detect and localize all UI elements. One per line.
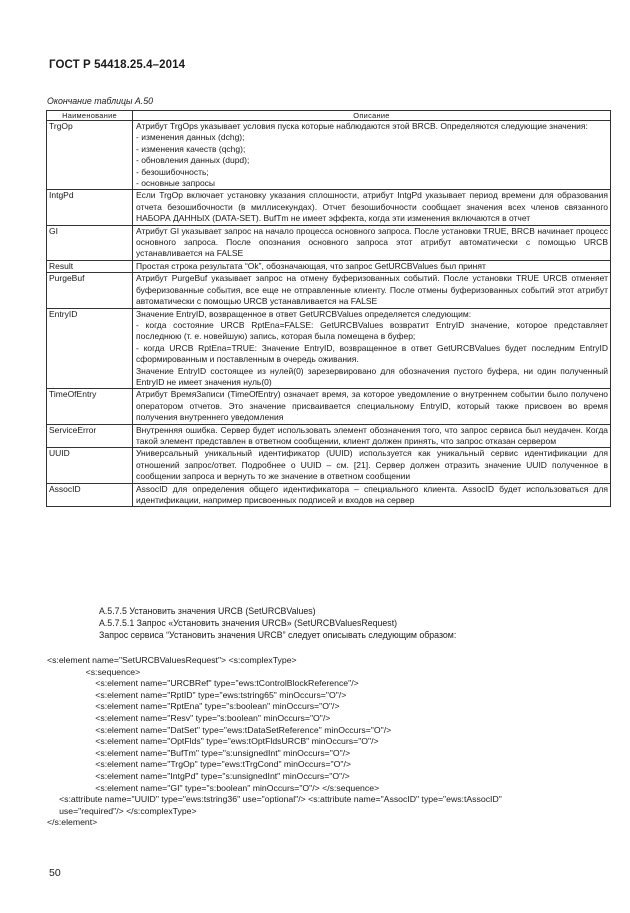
description-line: Атрибут TrgOps указывает условия пуска которые наблюдаются этой BRCB. Определяются следующие значения: [136, 121, 588, 131]
description-line: - изменения данных (dchg); [136, 132, 245, 143]
attribute-description [133, 424, 611, 448]
attribute-description [133, 225, 611, 260]
attribute-name: EntryID [47, 308, 133, 389]
description-line: AssocID для определения общего идентификатора – специального клиента. AssocID будет использоваться для идентификации, например присвоенных подписей и входов на сервер [136, 483, 608, 505]
code-line: <s:attribute name="UUID" type="ews:tstring36" use="optional"/> <s:attribute name="AssocID" type="ews:tAssocID" [47, 794, 502, 805]
attribute-description [133, 121, 611, 190]
xml-schema-code [47, 655, 502, 829]
column-header-name: Наименование [47, 111, 133, 121]
attribute-description [133, 448, 611, 483]
section-heading-a575: А.5.7.5 Установить значения URCB (SetURCBValues) [99, 606, 316, 616]
code-line: <s:element name="TrgOp" type="ews:tTrgCond" minOccurs="O"/> [47, 759, 351, 770]
attribute-name: PurgeBuf [47, 273, 133, 308]
code-line: </s:element> [47, 817, 98, 828]
table-header-row [47, 111, 611, 121]
table-caption: Окончание таблицы А.50 [47, 96, 154, 106]
table-row [47, 225, 611, 260]
code-line: <s:element name="RptID" type="ews:tstring65" minOccurs="O"/> [47, 689, 347, 700]
attribute-name: ServiceError [47, 424, 133, 448]
description-line: Внутренняя ошибка. Сервер будет использовать элемент обозначения того, что запрос сервиса был неудачен. Когда такой элемент представлен в ответном сообщении, клиент должен принять, что запрос отказан сервером [136, 424, 608, 446]
attribute-name: UUID [47, 448, 133, 483]
description-line: - изменения качеств (qchg); [136, 143, 246, 154]
code-line: <s:element name="IntgPd" type="s:unsignedInt" minOccurs="O"/> [47, 770, 350, 781]
attribute-name: Result [47, 260, 133, 272]
attribute-name: TrgOp [47, 121, 133, 190]
description-line: Универсальный уникальный идентификатор (UUID) используется как уникальный сервис идентификации для отношений запрос/ответ. Подробнее о UUID – см. [21]. Сервер должен отразить значение UUID полученное в сообщении запроса и вернуть то же значение в ответном сообщении [136, 448, 608, 482]
attribute-description [133, 190, 611, 225]
table-row [47, 190, 611, 225]
code-line: <s:element name="SetURCBValuesRequest"> <s:complexType> [47, 655, 297, 665]
table-row [47, 260, 611, 272]
intro-paragraph: Запрос сервиса “Установить значения URCB” следует описывать следующим образом: [99, 630, 457, 640]
attributes-table [46, 110, 611, 507]
attribute-description [133, 308, 611, 389]
table-row [47, 308, 611, 389]
code-line: <s:element name="DatSet" type="ews:tDataSetReference" minOccurs="O"/> [47, 724, 392, 735]
code-line: <s:element name="BufTm" type="s:unsignedInt" minOccurs="O"/> [47, 747, 351, 758]
table-row [47, 273, 611, 308]
code-line: use="required"/> </s:complexType> [47, 805, 197, 816]
attribute-name: GI [47, 225, 133, 260]
table-row [47, 121, 611, 190]
table-row [47, 424, 611, 448]
description-line: - когда состояние URCB RptEna=FALSE: GetURCBValues возвратит EntryID значение, которое представляет последнюю (т. е. новейшую) запись, которая была помещена в буфер; [136, 319, 608, 342]
code-line: <s:element name="RptEna" type="s:boolean" minOccurs="O"/> [47, 701, 340, 712]
description-line: Если TrgOp включает установку указания сплошности, атрибут IntgPd указывает период времени для образования отчета безошибочности (в миллисекундах). Отчет безошибочности сообщает значения всех членов связанного НАБОРА ДАННЫХ (DATA-SET). BufTm не имеет эффекта, когда эти изменения включаются в отчет [136, 190, 608, 224]
attribute-description [133, 273, 611, 308]
attribute-name: TimeOfEntry [47, 389, 133, 424]
table-row [47, 448, 611, 483]
description-line: - основные запросы [136, 178, 216, 189]
code-line: <s:sequence> [47, 666, 141, 677]
description-line: - когда URCB RptEna=TRUE: Значение EntryID, возвращенное в ответ GetURCBValues будет последним EntryID сформированным и поставленным в очередь оживания. [136, 342, 608, 365]
description-line: Атрибут PurgeBuf указывает запрос на отмену буферизованных событий. После установки TRUE URCB отменяет буферизованные события, все еще не отправленные клиенту. После отмены буферизованных событий этот атрибут автоматически с помощью URCB устанавливается на FALSE [136, 273, 608, 307]
attribute-description [133, 260, 611, 272]
standard-title: ГОСТ Р 54418.25.4–2014 [49, 59, 186, 71]
column-header-description: Описание [133, 111, 611, 121]
code-line: <s:element name="Resv" type="s:boolean" minOccurs="O"/> [47, 712, 331, 723]
code-line: <s:element name="OptFlds" type="ews:tOptFldsURCB" minOccurs="O"/> [47, 736, 379, 747]
page-number: 50 [49, 867, 61, 879]
attribute-description [133, 389, 611, 424]
description-line: Значение EntryID состоящее из нулей(0) зарезервировано для обозначения пустого буфера, ни один полученный EntryID не имеет значения нуль(0) [136, 365, 608, 387]
description-line: Значение EntryID, возвращенное в ответ GetURCBValues определяется следующим: [136, 308, 472, 319]
attribute-name: AssocID [47, 483, 133, 507]
section-heading-a5751: А.5.7.5.1 Запрос «Установить значения URCB» (SetURCBValuesRequest) [99, 618, 398, 628]
description-line: - безошибочность; [136, 166, 209, 177]
table-row [47, 483, 611, 507]
description-line: Простая строка результата “Ok”, обозначающая, что запрос GetURCBValues был принят [136, 260, 486, 271]
description-line: Атрибут ВремяЗаписи (TimeOfEntry) означает время, за которое уведомление о внутреннем событии было получено оператором отчетов. Это значение присваивается специальному EntryID, который также присвоен во время получения внутреннего уведомления [136, 389, 608, 423]
code-line: <s:element name="GI" type="s:boolean" minOccurs="O"/> </s:sequence> [47, 782, 380, 793]
description-line: - обновления данных (dupd); [136, 155, 250, 166]
code-line: <s:element name="URCBRef" type="ews:tControlBlockReference"/> [47, 678, 359, 689]
attribute-name: IntgPd [47, 190, 133, 225]
table-row [47, 389, 611, 424]
description-line: Атрибут GI указывает запрос на начало процесса основного запроса. После установки TRUE, BRCB начинает процесс основного запроса. После опознания основного запроса этот атрибут автоматически с помощью URCB устанавливается на FALSE [136, 225, 608, 259]
attribute-description [133, 483, 611, 507]
